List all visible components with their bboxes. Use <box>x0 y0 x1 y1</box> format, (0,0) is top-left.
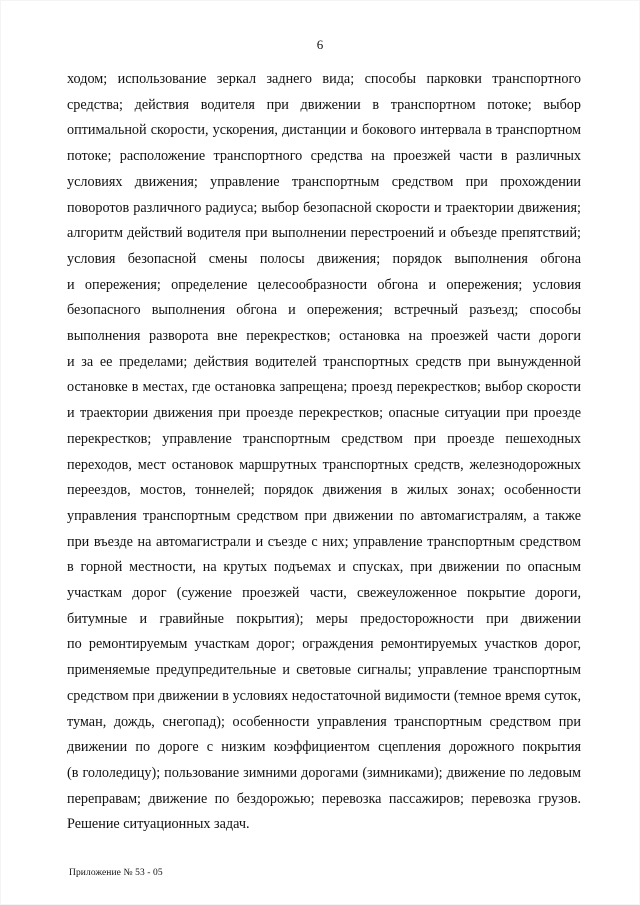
paragraph-line: движении по дороге с низким коэффициентом сцепления дорожного покрытия <box>67 739 581 756</box>
page-number: 6 <box>316 37 324 52</box>
paragraph-line: битумные и гравийные покрытия); меры предосторожности при движении <box>67 610 581 627</box>
paragraph-line: перекрестков; управление транспортным средством при проезде пешеходных <box>67 430 581 447</box>
paragraph-line: переездов, мостов, тоннелей; порядок движения в жилых зонах; особенности <box>67 482 581 499</box>
paragraph-line: по ремонтируемым участкам дорог; ограждения ремонтируемых участков дорог, <box>67 636 581 653</box>
footer-annex-label: Приложение № 53 - 05 <box>69 868 163 878</box>
paragraph-line: алгоритм действий водителя при выполнении перестроений и объезде препятствий; <box>67 225 581 242</box>
paragraph-line: в горной местности, на крутых подъемах и спусках, при движении по опасным <box>67 559 581 576</box>
paragraph-line: потоке; расположение транспортного средства на проезжей части в различных <box>67 148 581 165</box>
paragraph-line: выполнения разворота вне перекрестков; остановка на проезжей части дороги <box>67 328 581 345</box>
paragraph-line: управления транспортным средством при движении по автомагистралям, а также <box>67 507 581 524</box>
paragraph-line: условиях движения; управление транспортным средством при прохождении <box>67 173 581 190</box>
paragraph-line: условия безопасной смены полосы движения; порядок выполнения обгона <box>67 250 581 267</box>
paragraph-line: Решение ситуационных задач. <box>67 816 250 833</box>
paragraph-line: переходов, мест остановок маршрутных транспортных средств, железнодорожных <box>67 456 581 473</box>
paragraph-line: средством при движении в условиях недостаточной видимости (темное время суток, <box>67 687 581 704</box>
paragraph-line: средства; действия водителя при движении в транспортном потоке; выбор <box>67 96 581 113</box>
paragraph-line: безопасного выполнения обгона и опережения; встречный разъезд; способы <box>67 302 581 319</box>
paragraph-line: и траектории движения при проезде перекрестков; опасные ситуации при проезде <box>67 405 581 422</box>
paragraph-line: остановке в местах, где остановка запрещена; проезд перекрестков; выбор скорости <box>67 379 581 396</box>
paragraph-line: и опережения; определение целесообразности обгона и опережения; условия <box>67 276 581 293</box>
paragraph-line: туман, дождь, снегопад); особенности управления транспортным средством при <box>67 713 581 730</box>
paragraph-line: участкам дорог (сужение проезжей части, свежеуложенное покрытие дороги, <box>67 585 581 602</box>
paragraph-line: оптимальной скорости, ускорения, дистанции и бокового интервала в транспортном <box>67 122 581 139</box>
paragraph-line: применяемые предупредительные и световые сигналы; управление транспортным <box>67 662 581 679</box>
paragraph-line: поворотов различного радиуса; выбор безопасной скорости и траектории движения; <box>67 199 581 216</box>
paragraph-line: переправам; движение по бездорожью; перевозка пассажиров; перевозка грузов. <box>67 790 581 807</box>
paragraph-line: и за ее пределами; действия водителей транспортных средств при вынужденной <box>67 353 581 370</box>
body-paragraph <box>67 67 581 838</box>
paragraph-line: ходом; использование зеркал заднего вида; способы парковки транспортного <box>67 71 581 87</box>
paragraph-line: при въезде на автомагистрали и съезде с них; управление транспортным средством <box>67 533 581 550</box>
paragraph-line: (в гололедицу); пользование зимними дорогами (зимниками); движение по ледовым <box>67 764 581 781</box>
